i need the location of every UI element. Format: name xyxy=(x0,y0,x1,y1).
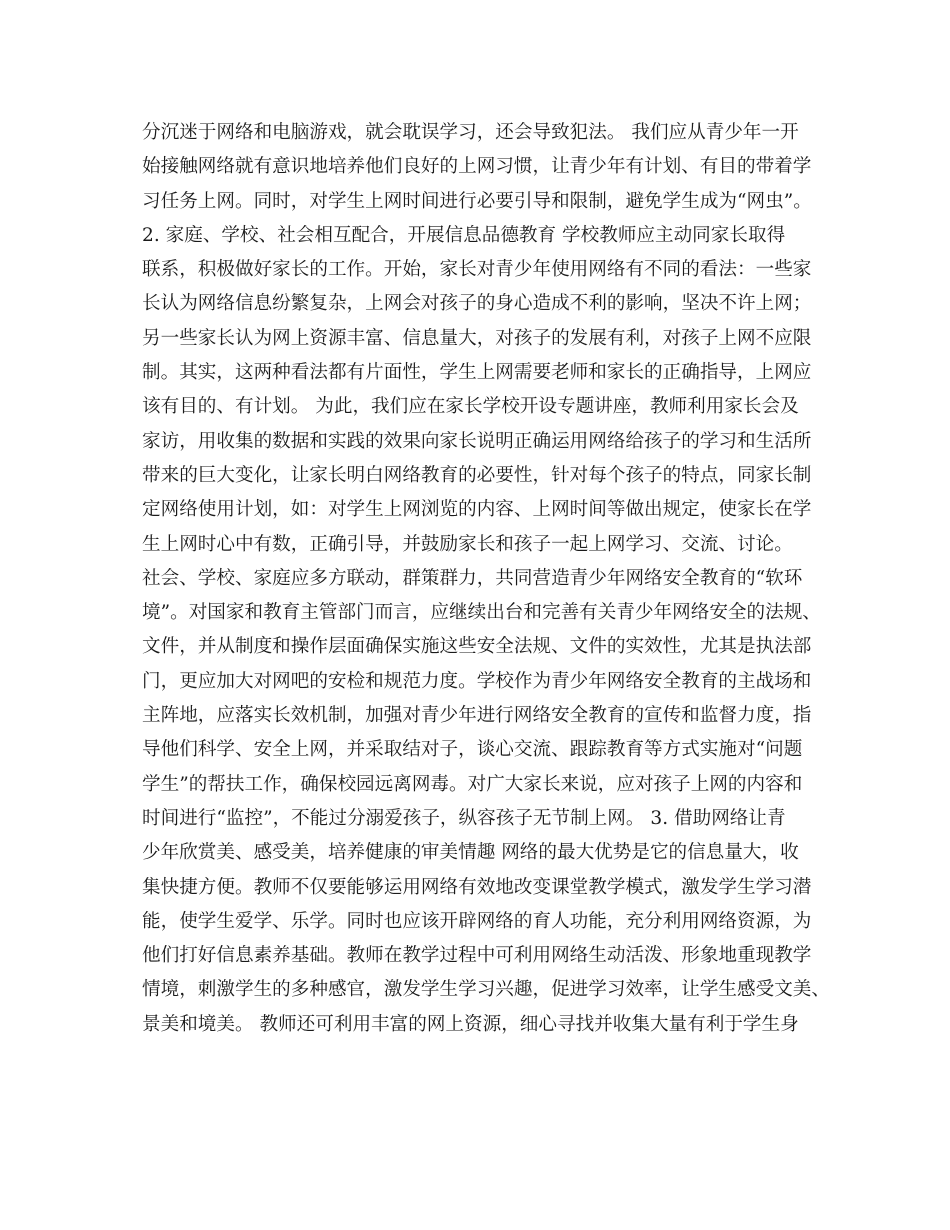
text-line: 主阵地，应落实长效机制，加强对青少年进行网络安全教育的宣传和监督力度，指 xyxy=(142,705,812,727)
text-line: 该有目的、有计划。 为此，我们应在家长学校开设专题讲座，教师利用家长会及 xyxy=(142,396,799,418)
text-line: 联系，积极做好家长的工作。开始，家长对青少年使用网络有不同的看法：一些家 xyxy=(142,259,812,281)
body-text xyxy=(142,116,832,1042)
text-line: 时间进行“监控”，不能过分溺爱孩子，纵容孩子无节制上网。 3. 借助网络让青 xyxy=(142,807,786,829)
text-line: 能，使学生爱学、乐学。同时也应该开辟网络的育人功能，充分利用网络资源，为 xyxy=(142,910,812,932)
text-line: 始接触网络就有意识地培养他们良好的上网习惯，让青少年有计划、有目的带着学 xyxy=(142,156,812,178)
text-line: 门，更应加大对网吧的安检和规范力度。学校作为青少年网络安全教育的主战场和 xyxy=(142,670,812,692)
text-line: 分沉迷于网络和电脑游戏，就会耽误学习，还会导致犯法。 我们应从青少年一开 xyxy=(142,122,799,143)
text-line: 家访，用收集的数据和实践的效果向家长说明正确运用网络给孩子的学习和生活所 xyxy=(142,430,812,452)
text-line: 学生”的帮扶工作，确保校园远离网毒。对广大家长来说，应对孩子上网的内容和 xyxy=(142,773,803,795)
text-line: 2. 家庭、学校、社会相互配合，开展信息品德教育 学校教师应主动同家长取得 xyxy=(142,224,786,246)
text-line: 景美和境美。 教师还可利用丰富的网上资源，细心寻找并收集大量有利于学生身 xyxy=(142,1013,799,1035)
text-line: 制。其实，这两种看法都有片面性，学生上网需要老师和家长的正确指导，上网应 xyxy=(142,362,812,384)
text-line: 情境，刺激学生的多种感官，激发学生学习兴趣，促进学习效率，让学生感受文美、 xyxy=(142,979,830,1001)
text-line: 带来的巨大变化，让家长明白网络教育的必要性，针对每个孩子的特点，同家长制 xyxy=(142,464,812,486)
text-line: 生上网时心中有数，正确引导，并鼓励家长和孩子一起上网学习、交流、讨论。 xyxy=(142,533,793,555)
text-line: 境”。对国家和教育主管部门而言，应继续出台和完善有关青少年网络安全的法规、 xyxy=(142,602,821,624)
text-line: 长认为网络信息纷繁复杂，上网会对孩子的身心造成不利的影响，坚决不许上网； xyxy=(142,293,812,315)
text-line: 导他们科学、安全上网，并采取结对子，谈心交流、跟踪教育等方式实施对“问题 xyxy=(142,739,803,761)
text-line: 习任务上网。同时，对学生上网时间进行必要引导和限制，避免学生成为“网虫”。 xyxy=(142,190,812,212)
text-line: 集快捷方便。教师不仅要能够运用网络有效地改变课堂教学模式，激发学生学习潜 xyxy=(142,876,812,898)
text-line: 少年欣赏美、感受美，培养健康的审美情趣 网络的最大优势是它的信息量大，收 xyxy=(142,842,799,864)
text-line: 社会、学校、家庭应多方联动，群策群力，共同营造青少年网络安全教育的“软环 xyxy=(142,567,803,589)
text-line: 他们打好信息素养基础。教师在教学过程中可利用网络生动活泼、形象地重现教学 xyxy=(142,945,812,967)
text-line: 另一些家长认为网上资源丰富、信息量大，对孩子的发展有利，对孩子上网不应限 xyxy=(142,327,812,349)
text-line: 文件，并从制度和操作层面确保实施这些安全法规、文件的实效性，尤其是执法部 xyxy=(142,636,812,658)
text-line: 定网络使用计划，如：对学生上网浏览的内容、上网时间等做出规定，使家长在学 xyxy=(142,499,812,521)
